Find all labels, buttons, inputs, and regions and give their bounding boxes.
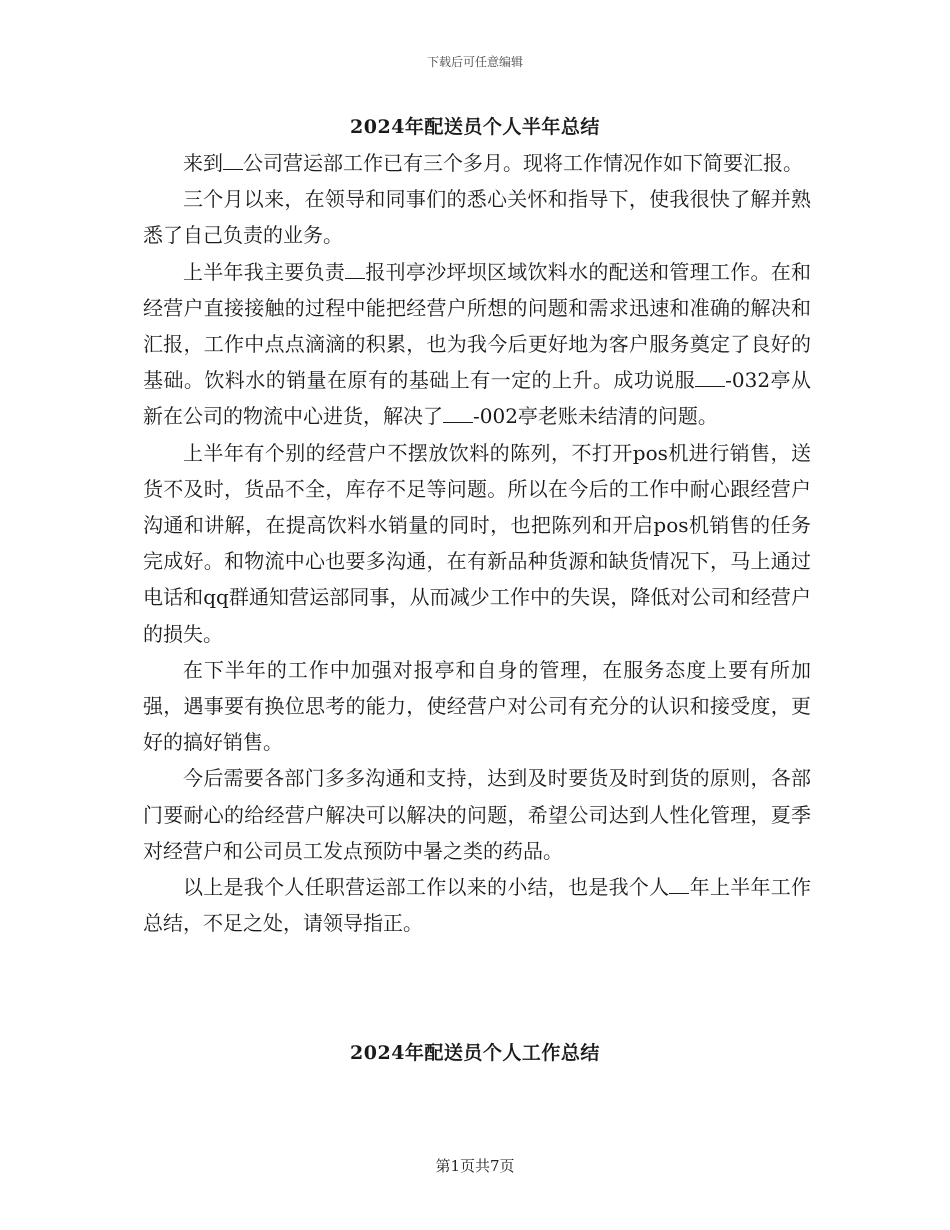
paragraph-text: 以上是我个人任职营运部工作以来的小结，也是我个人: [183, 875, 670, 900]
body-paragraph: [143, 435, 811, 652]
page-number: 第1页共7页: [435, 1157, 515, 1175]
paragraph-text: 上半年我主要负责: [183, 259, 346, 284]
paragraph-text: -032亭从新在公司的物流中心进货，解决了: [143, 368, 812, 429]
body-paragraph: [143, 145, 811, 181]
paragraph-text: 报刊亭沙坪坝区域饮料水的配送和管理工作。在和经营户直接接触的过程中能把经营户所想的问题和需求迅速和准确的解决和汇报，工作中点点滴滴的积累，也为我今后更好地为客户服务奠定了良好的基础。饮料水的销量在原有的基础上有一定的上升。成功说服: [143, 259, 812, 393]
paragraph-text: -002亭老账未结清的问题。: [473, 404, 718, 429]
paragraph-text: 今后需要各部门多多沟通和支持，达到及时要货及时到货的原则，各部门要耐心的给经营户解决可以解决的问题，希望公司达到人性化管理，夏季对经营户和公司员工发点预防中暑之类的药品。: [143, 766, 811, 863]
body-paragraph: [143, 254, 811, 435]
page-header-note: 下载后可任意编辑: [426, 55, 523, 69]
next-section-title: 2024年配送员个人工作总结: [350, 1042, 600, 1064]
paragraph-text: 三个月以来，在领导和同事们的悉心关怀和指导下，使我很快了解并熟悉了自己负责的业务。: [143, 187, 811, 248]
paragraph-text: 来到: [183, 151, 223, 175]
paragraph-text: 公司营运部工作已有三个多月。现将工作情况作如下简要汇报。: [243, 151, 803, 175]
paragraph-text: 年上半年工作总结，不足之处，请领导指正。: [143, 875, 812, 936]
fill-in-blank: [443, 404, 473, 423]
paragraph-text: 上半年有个别的经营户不摆放饮料的陈列，不打开pos机进行销售，送货不及时，货品不全，库存不足等问题。所以在今后的工作中耐心跟经营户沟通和讲解，在提高饮料水销量的同时，也把陈列和开启pos机销售的任务完成好。和物流中心也要多沟通，在有新品种货源和缺货情况下，马上通过电话和qq群通知营运部同事，从而减少工作中的失误，降低对公司和经营户的损失。: [143, 440, 811, 646]
fill-in-blank: [695, 368, 725, 387]
fill-in-blank: [669, 875, 689, 894]
body-paragraph: [143, 652, 811, 761]
document-body: [143, 145, 811, 941]
paragraph-text: 在下半年的工作中加强对报亭和自身的管理，在服务态度上要有所加强，遇事要有换位思考的能力，使经营户对公司有充分的认识和接受度，更好的搞好销售。: [143, 657, 811, 755]
fill-in-blank: [223, 151, 243, 170]
body-paragraph: [143, 869, 811, 941]
fill-in-blank: [345, 260, 365, 279]
document-title: 2024年配送员个人半年总结: [350, 116, 600, 138]
body-paragraph: [143, 181, 811, 253]
body-paragraph: [143, 760, 811, 869]
